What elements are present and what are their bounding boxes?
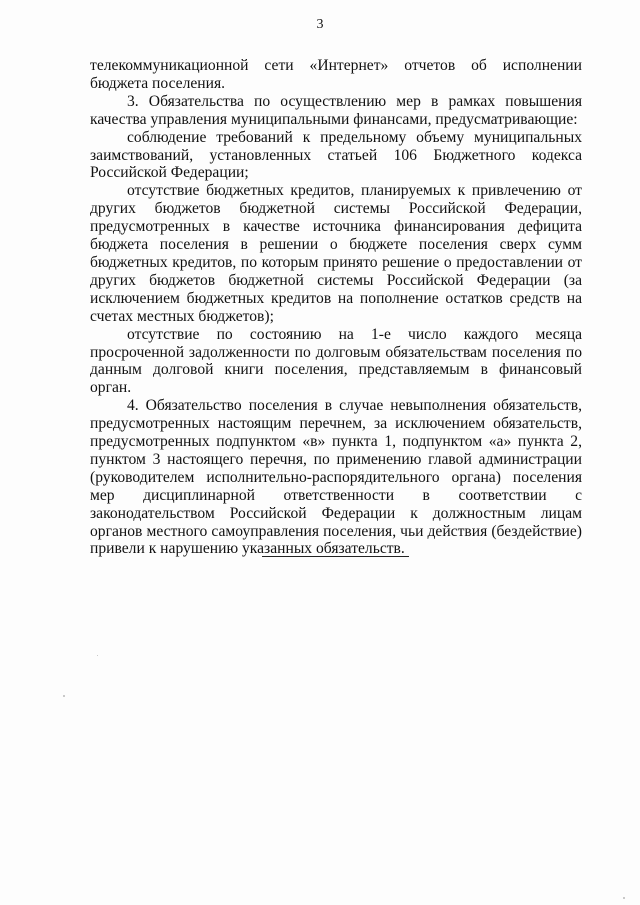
page-number: 3 (316, 17, 324, 32)
document-body (90, 57, 582, 558)
paragraph-borrowing-limits: соблюдение требований к предельному объему муниципальных заимствований, установленных статьей 106 Бюджетного кодекса Российской Федерации; (90, 128, 582, 182)
scan-speck (63, 695, 65, 697)
paragraph-continuation: телекоммуникационной сети «Интернет» отчетов об исполнении бюджета поселения. (90, 57, 582, 92)
paragraph-overdue-debt: отсутствие по состоянию на 1-е число каждого месяца просроченной задолженности по долговым обязательствам поселения по данным долговой книги поселения, представляемым в финансовый орган. (90, 325, 582, 397)
scan-speck (97, 655, 98, 656)
paragraph-budget-credits: отсутствие бюджетных кредитов, планируемых к привлечению от других бюджетов бюджетной системы Российской Федерации, предусмотренных в качестве источника финансирования дефицита бюджета поселения в решении о бюджете поселения сверх сумм бюджетных кредитов, по которым принято решение о предоставлении от других бюджетов бюджетной системы Российской Федерации (за исключением бюджетных кредитов на пополнение остатков средств на счетах местных бюджетов); (90, 182, 582, 325)
paragraph-item-4: 4. Обязательство поселения в случае невыполнения обязательств, предусмотренных настоящим перечнем, за исключением обязательств, предусмотренных подпунктом «в» пункта 1, подпунктом «а» пункта 2, пунктом 3 настоящего перечня, по применению главой администрации (руководителем исполнительно-распорядительного органа) поселения мер дисциплинарной ответственности в соответствии с законодательством Российской Федерации к должностным лицам органов местного самоуправления поселения, чьи действия (бездействие) привели к нарушению указанных обязательств. (90, 397, 582, 558)
paragraph-item-3: 3. Обязательства по осуществлению мер в рамках повышения качества управления муниципальными финансами, предусматривающие: (90, 92, 582, 128)
scan-speck (623, 897, 625, 899)
closing-divider-line (262, 556, 409, 557)
